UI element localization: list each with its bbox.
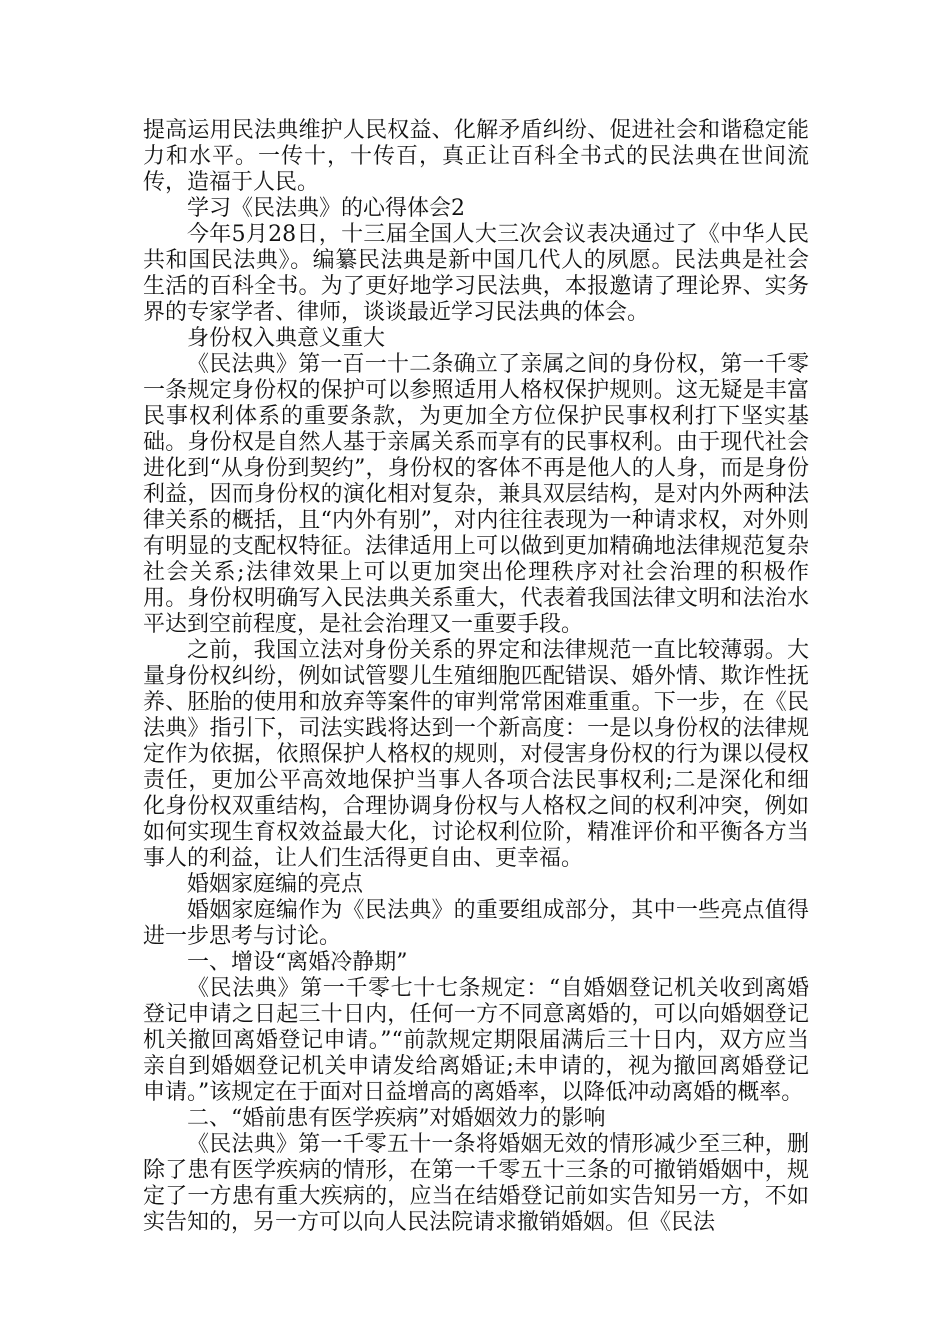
section-heading-marriage-family: 婚姻家庭编的亮点 — [187, 872, 364, 897]
paragraph-intro: 今年5月28日，十三届全国人大三次会议表决通过了《中华人民共和国民法典》。编纂民法典是新中国几代人的夙愿。民法典是社会生活的百科全书。为了更好地学习民法典，本报邀请了理论界、实务界的专家学者、律师，谈谈最近学习民法典的体会。 — [143, 222, 809, 325]
subheading-cooling-off: 一、增设“离婚冷静期” — [187, 950, 408, 975]
paragraph-judicial-practice: 之前，我国立法对身份关系的界定和法律规范一直比较薄弱。大量身份权纠纷，例如试管婴儿生殖细胞匹配错误、婚外情、欺诈性抚养、胚胎的使用和放弃等案件的审判常常困难重重。下一步，在《民法典》指引下，司法实践将达到一个新高度：一是以身份权的法律规定作为依据，依照保护人格权的规则，对侵害身份权的行为课以侵权责任，更加公平高效地保护当事人各项合法民事权利;二是深化和细化身份权双重结构，合理协调身份权与人格权之间的权利冲突，例如如何实现生育权效益最大化，讨论权利位阶，精准评价和平衡各方当事人的利益，让人们生活得更自由、更幸福。 — [143, 638, 809, 871]
paragraph-cooling-off: 《民法典》第一千零七十七条规定：“自婚姻登记机关收到离婚登记申请之日起三十日内，任何一方不同意离婚的，可以向婚姻登记机关撤回离婚登记申请。”“前款规定期限届满后三十日内，双方应当亲自到婚姻登记机关申请发给离婚证;未申请的，视为撤回离婚登记申请。”该规定在于面对日益增高的离婚率，以降低冲动离婚的概率。 — [143, 976, 809, 1105]
paragraph-marriage-family: 婚姻家庭编作为《民法典》的重要组成部分，其中一些亮点值得进一步思考与讨论。 — [143, 898, 809, 949]
paragraph-continuation: 提高运用民法典维护人民权益、化解矛盾纠纷、促进社会和谐稳定能力和水平。一传十，十传百，真正让百科全书式的民法典在世间流传，造福于人民。 — [143, 118, 809, 195]
subheading-medical-disease: 二、“婚前患有医学疾病”对婚姻效力的影响 — [187, 1106, 606, 1131]
paragraph-medical-disease: 《民法典》第一千零五十一条将婚姻无效的情形减少至三种，删除了患有医学疾病的情形，在第一千零五十三条的可撤销婚姻中，规定了一方患有重大疾病的，应当在结婚登记前如实告知另一方，不如实告知的，另一方可以向人民法院请求撤销婚姻。但《民法 — [143, 1132, 809, 1235]
document-body — [143, 118, 809, 1236]
section-heading-identity-rights: 身份权入典意义重大 — [187, 326, 386, 351]
paragraph-identity-rights: 《民法典》第一百一十二条确立了亲属之间的身份权，第一千零一条规定身份权的保护可以参照适用人格权保护规则。这无疑是丰富民事权利体系的重要条款，为更加全方位保护民事权利打下坚实基础。身份权是自然人基于亲属关系而享有的民事权利。由于现代社会进化到“从身份到契约”，身份权的客体不再是他人的人身，而是身份利益，因而身份权的演化相对复杂，兼具双层结构，是对内外两种法律关系的概括，且“内外有别”，对内往往表现为一种请求权，对外则有明显的支配权特征。法律适用上可以做到更加精确地法律规范复杂社会关系;法律效果上可以更加突出伦理秩序对社会治理的积极作用。身份权明确写入民法典关系重大，代表着我国法律文明和法治水平达到空前程度，是社会治理又一重要手段。 — [143, 352, 809, 637]
article-title: 学习《民法典》的心得体会2 — [187, 196, 465, 221]
